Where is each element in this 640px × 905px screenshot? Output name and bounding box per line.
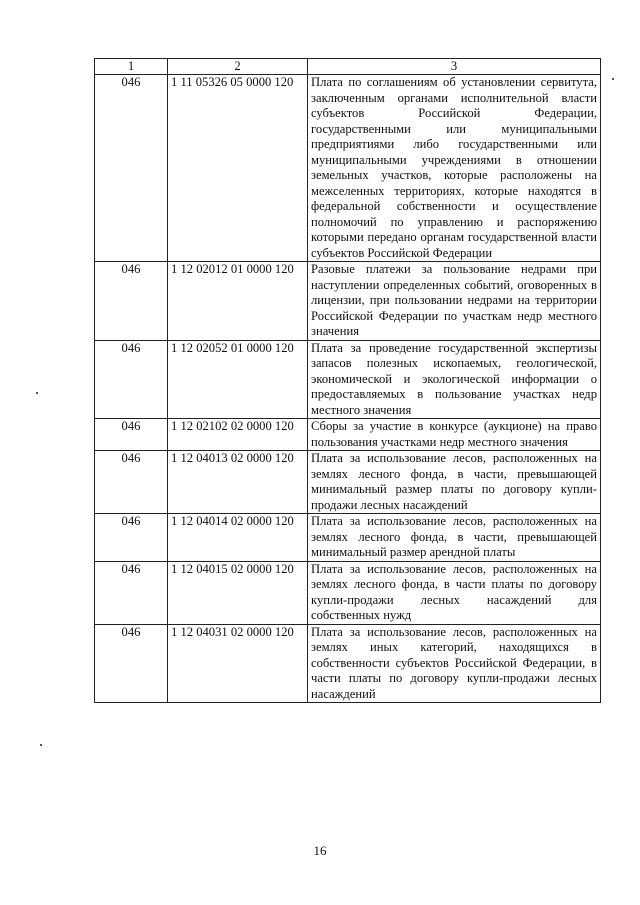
kbk-code-cell: 1 12 04014 02 0000 120 (168, 514, 308, 562)
description-cell: Плата за использование лесов, расположенных на землях лесного фонда, в части, превышающей минимальный размер платы по договору купли-продажи лесных насаждений (308, 451, 601, 514)
table-row (95, 262, 601, 341)
column-header-2: 2 (168, 59, 308, 75)
description-cell: Плата за использование лесов, расположенных на землях иных категорий, находящихся в собственности субъектов Российской Федерации, в части платы по договору купли-продажи лесных насаждений (308, 624, 601, 703)
admin-code-cell: 046 (95, 340, 168, 419)
description-cell: Плата за проведение государственной экспертизы запасов полезных ископаемых, геологической, экономической и экологической информации о предоставляемых в пользование участках недр местного значения (308, 340, 601, 419)
kbk-code-cell: 1 12 02052 01 0000 120 (168, 340, 308, 419)
kbk-code-cell: 1 11 05326 05 0000 120 (168, 75, 308, 262)
column-header-1: 1 (95, 59, 168, 75)
admin-code-cell: 046 (95, 75, 168, 262)
table-row (95, 419, 601, 451)
admin-code-cell: 046 (95, 624, 168, 703)
description-cell: Плата за использование лесов, расположенных на землях лесного фонда, в части, превышающей минимальный размер арендной платы (308, 514, 601, 562)
admin-code-cell: 046 (95, 451, 168, 514)
admin-code-cell: 046 (95, 561, 168, 624)
table-header-row (95, 59, 601, 75)
admin-code-cell: 046 (95, 514, 168, 562)
column-header-3: 3 (308, 59, 601, 75)
table-row (95, 451, 601, 514)
description-cell: Разовые платежи за пользование недрами при наступлении определенных событий, оговоренных в лицензии, при пользовании недрами на территории Российской Федерации по участкам недр местного значения (308, 262, 601, 341)
admin-code-cell: 046 (95, 262, 168, 341)
table-row (95, 340, 601, 419)
scan-speck (612, 78, 614, 80)
table-row (95, 75, 601, 262)
table-row (95, 514, 601, 562)
kbk-code-cell: 1 12 02012 01 0000 120 (168, 262, 308, 341)
description-cell: Плата за использование лесов, расположенных на землях лесного фонда, в части платы по договору купли-продажи лесных насаждений для собственных нужд (308, 561, 601, 624)
description-cell: Сборы за участие в конкурсе (аукционе) на право пользования участками недр местного значения (308, 419, 601, 451)
scan-speck (40, 744, 42, 746)
kbk-code-cell: 1 12 02102 02 0000 120 (168, 419, 308, 451)
kbk-code-cell: 1 12 04031 02 0000 120 (168, 624, 308, 703)
page-number: 16 (313, 843, 327, 858)
scan-speck (36, 392, 38, 394)
admin-code-cell: 046 (95, 419, 168, 451)
table-row (95, 624, 601, 703)
table-row (95, 561, 601, 624)
revenue-codes-table (94, 58, 601, 703)
kbk-code-cell: 1 12 04013 02 0000 120 (168, 451, 308, 514)
description-cell: Плата по соглашениям об установлении сервитута, заключенным органами исполнительной власти субъектов Российской Федерации, государственными или муниципальными предприятиями либо государственными или муниципальными учреждениями в отношении земельных участков, которые расположены на межселенных территориях, которые находятся в федеральной собственности и осуществление полномочий по управлению и распоряжению которыми передано органам государственной власти субъектов Российской Федерации (308, 75, 601, 262)
kbk-code-cell: 1 12 04015 02 0000 120 (168, 561, 308, 624)
